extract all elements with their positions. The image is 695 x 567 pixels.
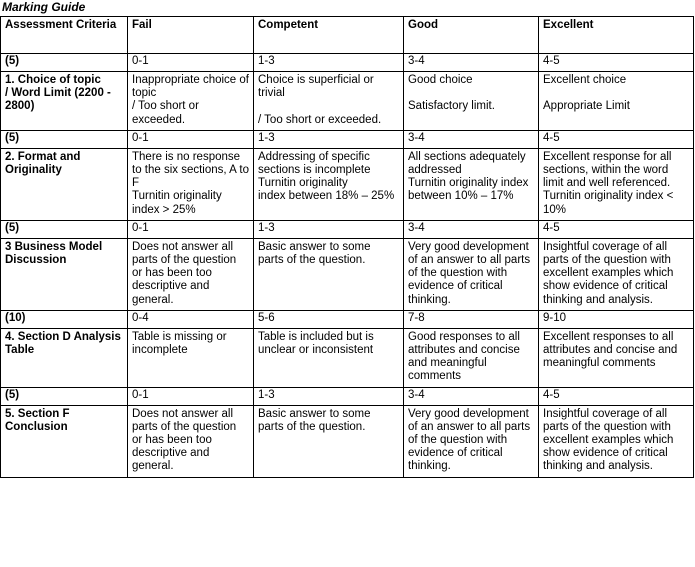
table-row	[1, 328, 694, 387]
text-paragraph: 3 Business Model Discussion	[5, 240, 103, 267]
table-row	[1, 148, 694, 220]
descriptor-competent	[254, 328, 404, 387]
score-band-excellent: 4-5	[539, 54, 694, 72]
score-band-good: 3-4	[404, 130, 539, 148]
score-band-good: 3-4	[404, 387, 539, 405]
text-paragraph: Choice is superficial or trivial	[258, 74, 374, 100]
text-paragraph: There is no response to the six sections, A to F	[132, 150, 249, 190]
text-paragraph: Turnitin originality index between 10% – 17%	[408, 177, 529, 203]
score-band-excellent: 4-5	[539, 130, 694, 148]
criteria-label	[1, 148, 128, 220]
text-paragraph: Inappropriate choice of topic	[132, 74, 249, 100]
score-band-row	[1, 310, 694, 328]
text-paragraph: 4. Section D Analysis Table	[5, 330, 121, 357]
marking-guide-table	[0, 16, 694, 478]
score-band-fail: 0-1	[128, 130, 254, 148]
score-band-good: 3-4	[404, 54, 539, 72]
score-band-excellent: 4-5	[539, 220, 694, 238]
page-title: Marking Guide	[2, 0, 86, 14]
table-row	[1, 72, 694, 131]
text-paragraph: Does not answer all parts of the question or has been too descriptive and general.	[132, 407, 237, 473]
text-paragraph: Very good development of an answer to all parts of the question with evidence of critical thinking.	[408, 240, 531, 306]
text-paragraph: Turnitin originality index < 10%	[543, 190, 674, 216]
descriptor-competent	[254, 148, 404, 220]
score-band-good: 7-8	[404, 310, 539, 328]
paragraph-spacer	[543, 87, 689, 100]
table-row	[1, 238, 694, 310]
descriptor-fail	[128, 148, 254, 220]
descriptor-excellent	[539, 148, 694, 220]
descriptor-good	[404, 72, 539, 131]
score-band-fail: 0-1	[128, 220, 254, 238]
text-paragraph: / Too short or exceeded.	[132, 100, 199, 126]
score-band-good: 3-4	[404, 220, 539, 238]
text-paragraph: Turnitin originality index > 25%	[132, 190, 222, 216]
descriptor-excellent	[539, 72, 694, 131]
score-band-fail: 0-1	[128, 387, 254, 405]
descriptor-excellent	[539, 328, 694, 387]
text-paragraph: Does not answer all parts of the question or has been too descriptive and general.	[132, 240, 237, 306]
score-band-excellent: 9-10	[539, 310, 694, 328]
criteria-label	[1, 238, 128, 310]
score-band-competent: 1-3	[254, 387, 404, 405]
text-paragraph: 5. Section F Conclusion	[5, 407, 70, 433]
descriptor-fail	[128, 405, 254, 477]
column-header-good: Good	[404, 17, 539, 54]
section-weight: (5)	[1, 54, 128, 72]
criteria-label	[1, 72, 128, 131]
score-band-competent: 1-3	[254, 54, 404, 72]
descriptor-good	[404, 405, 539, 477]
score-band-row	[1, 387, 694, 405]
score-band-fail: 0-1	[128, 54, 254, 72]
descriptor-fail	[128, 72, 254, 131]
text-paragraph: Good responses to all attributes and concise and meaningful comments	[408, 330, 520, 383]
descriptor-good	[404, 328, 539, 387]
criteria-label	[1, 405, 128, 477]
descriptor-fail	[128, 328, 254, 387]
text-paragraph: Table is included but is unclear or inconsistent	[258, 330, 374, 357]
text-paragraph: Basic answer to some parts of the question.	[258, 407, 371, 433]
score-band-competent: 5-6	[254, 310, 404, 328]
text-paragraph: / Word Limit (2200 - 2800)	[5, 87, 111, 113]
text-paragraph: Satisfactory limit.	[408, 100, 495, 113]
descriptor-competent	[254, 405, 404, 477]
text-paragraph: Table is missing or incomplete	[132, 330, 227, 357]
score-band-fail: 0-4	[128, 310, 254, 328]
text-paragraph: Insightful coverage of all parts of the question with excellent examples which show evidence of critical thinking and analysis.	[543, 240, 674, 306]
text-paragraph: Basic answer to some parts of the question.	[258, 240, 371, 267]
descriptor-excellent	[539, 238, 694, 310]
text-paragraph: Addressing of specific sections is incomplete Turnitin originality	[258, 150, 371, 190]
descriptor-good	[404, 238, 539, 310]
descriptor-excellent	[539, 405, 694, 477]
section-weight: (10)	[1, 310, 128, 328]
column-header-assessment-criteria: Assessment Criteria	[1, 17, 128, 54]
text-paragraph: / Too short or exceeded.	[258, 113, 382, 126]
score-band-excellent: 4-5	[539, 387, 694, 405]
table-row	[1, 405, 694, 477]
column-header-competent: Competent	[254, 17, 404, 54]
section-weight: (5)	[1, 220, 128, 238]
text-paragraph: index between 18% – 25%	[258, 190, 395, 203]
column-header-fail: Fail	[128, 17, 254, 54]
table-header-row	[1, 17, 694, 54]
table-body	[1, 17, 694, 478]
text-paragraph: All sections adequately addressed	[408, 150, 526, 177]
text-paragraph: Excellent response for all sections, within the word limit and well referenced.	[543, 150, 672, 190]
text-paragraph: Very good development of an answer to all parts of the question with evidence of critical thinking.	[408, 407, 531, 473]
paragraph-spacer	[258, 100, 399, 113]
text-paragraph: 2. Format and Originality	[5, 150, 81, 177]
text-paragraph: Excellent responses to all attributes and concise and meaningful comments	[543, 330, 678, 370]
score-band-row	[1, 220, 694, 238]
score-band-row	[1, 54, 694, 72]
descriptor-good	[404, 148, 539, 220]
section-weight: (5)	[1, 130, 128, 148]
descriptor-competent	[254, 72, 404, 131]
descriptor-competent	[254, 238, 404, 310]
text-paragraph: Excellent choice	[543, 74, 627, 86]
section-weight: (5)	[1, 387, 128, 405]
score-band-competent: 1-3	[254, 220, 404, 238]
text-paragraph: Good choice	[408, 74, 473, 86]
paragraph-spacer	[408, 87, 534, 100]
descriptor-fail	[128, 238, 254, 310]
text-paragraph: Insightful coverage of all parts of the question with excellent examples which show evidence of critical thinking and analysis.	[543, 407, 674, 473]
score-band-row	[1, 130, 694, 148]
text-paragraph: 1. Choice of topic	[5, 74, 101, 86]
score-band-competent: 1-3	[254, 130, 404, 148]
text-paragraph: Appropriate Limit	[543, 100, 630, 113]
criteria-label	[1, 328, 128, 387]
column-header-excellent: Excellent	[539, 17, 694, 54]
